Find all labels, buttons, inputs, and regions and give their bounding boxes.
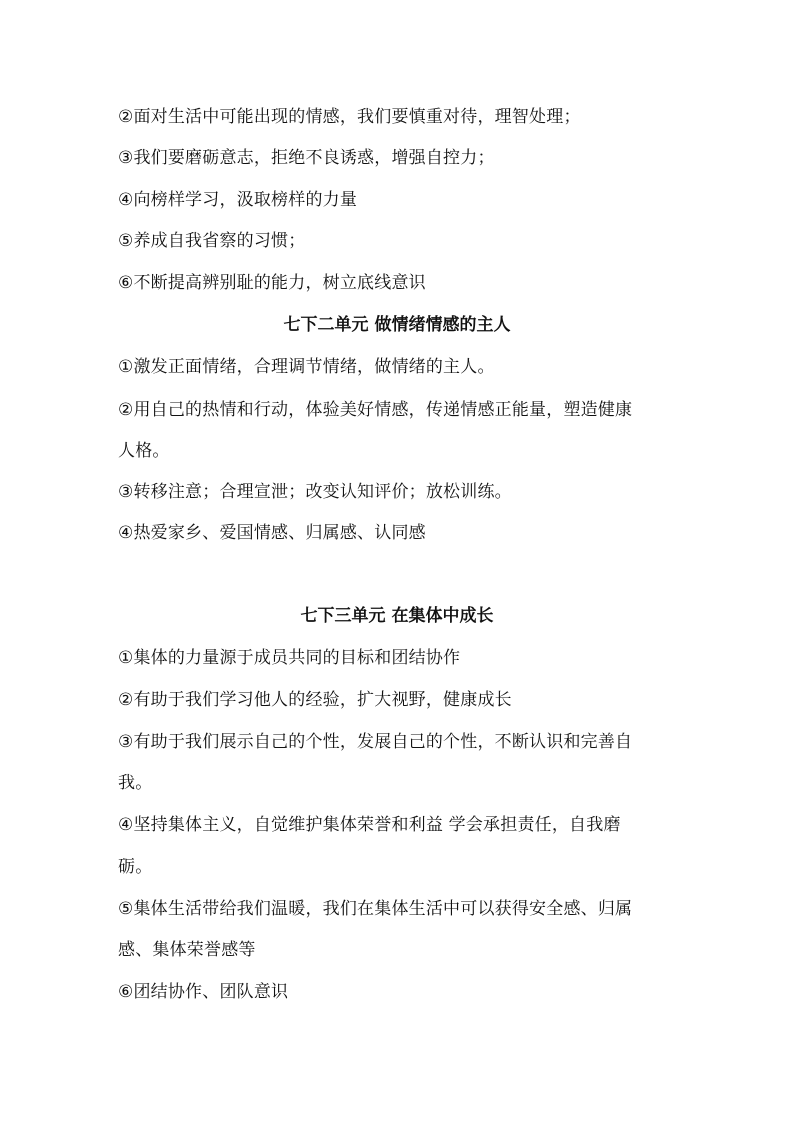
section2-item-1: ①激发正面情绪，合理调节情绪，做情绪的主人。: [118, 357, 495, 377]
section3-item-3: ③有助于我们展示自己的个性，发展自己的个性，不断认识和完善自: [118, 732, 633, 752]
section1-item-5: ⑤养成自我省察的习惯；: [118, 231, 306, 251]
section2-title: 七下二单元 做情绪情感的主人: [283, 315, 511, 335]
section3-item-3-cont: 我。: [118, 773, 153, 793]
section3-item-4-cont: 砺。: [118, 857, 153, 877]
section2-item-2: ②用自己的热情和行动，体验美好情感，传递情感正能量，塑造健康: [118, 400, 633, 420]
section3-title: 七下三单元 在集体中成长: [300, 606, 494, 626]
section3-item-1: ①集体的力量源于成员共同的目标和团结协作: [118, 648, 461, 668]
section2-item-4: ④热爱家乡、爱国情感、归属感、认同感: [118, 523, 426, 543]
section3-item-2: ②有助于我们学习他人的经验，扩大视野，健康成长: [118, 690, 512, 710]
section3-item-5-cont: 感、集体荣誉感等: [118, 940, 256, 960]
section2-item-2-cont: 人格。: [118, 441, 170, 461]
section1-item-4: ④向榜样学习，汲取榜样的力量: [118, 190, 358, 210]
section1-item-3: ③我们要磨砺意志，拒绝不良诱惑，增强自控力；: [118, 148, 495, 168]
section3-item-5: ⑤集体生活带给我们温暖，我们在集体生活中可以获得安全感、归属: [118, 899, 633, 919]
section2-item-3: ③转移注意；合理宣泄；改变认知评价；放松训练。: [118, 482, 512, 502]
section3-item-6: ⑥团结协作、团队意识: [118, 982, 289, 1002]
section1-item-6: ⑥不断提高辨别耻的能力，树立底线意识: [118, 273, 426, 293]
section1-item-2: ②面对生活中可能出现的情感，我们要慎重对待，理智处理；: [118, 107, 581, 127]
section3-item-4: ④坚持集体主义，自觉维护集体荣誉和利益 学会承担责任，自我磨: [118, 815, 621, 835]
